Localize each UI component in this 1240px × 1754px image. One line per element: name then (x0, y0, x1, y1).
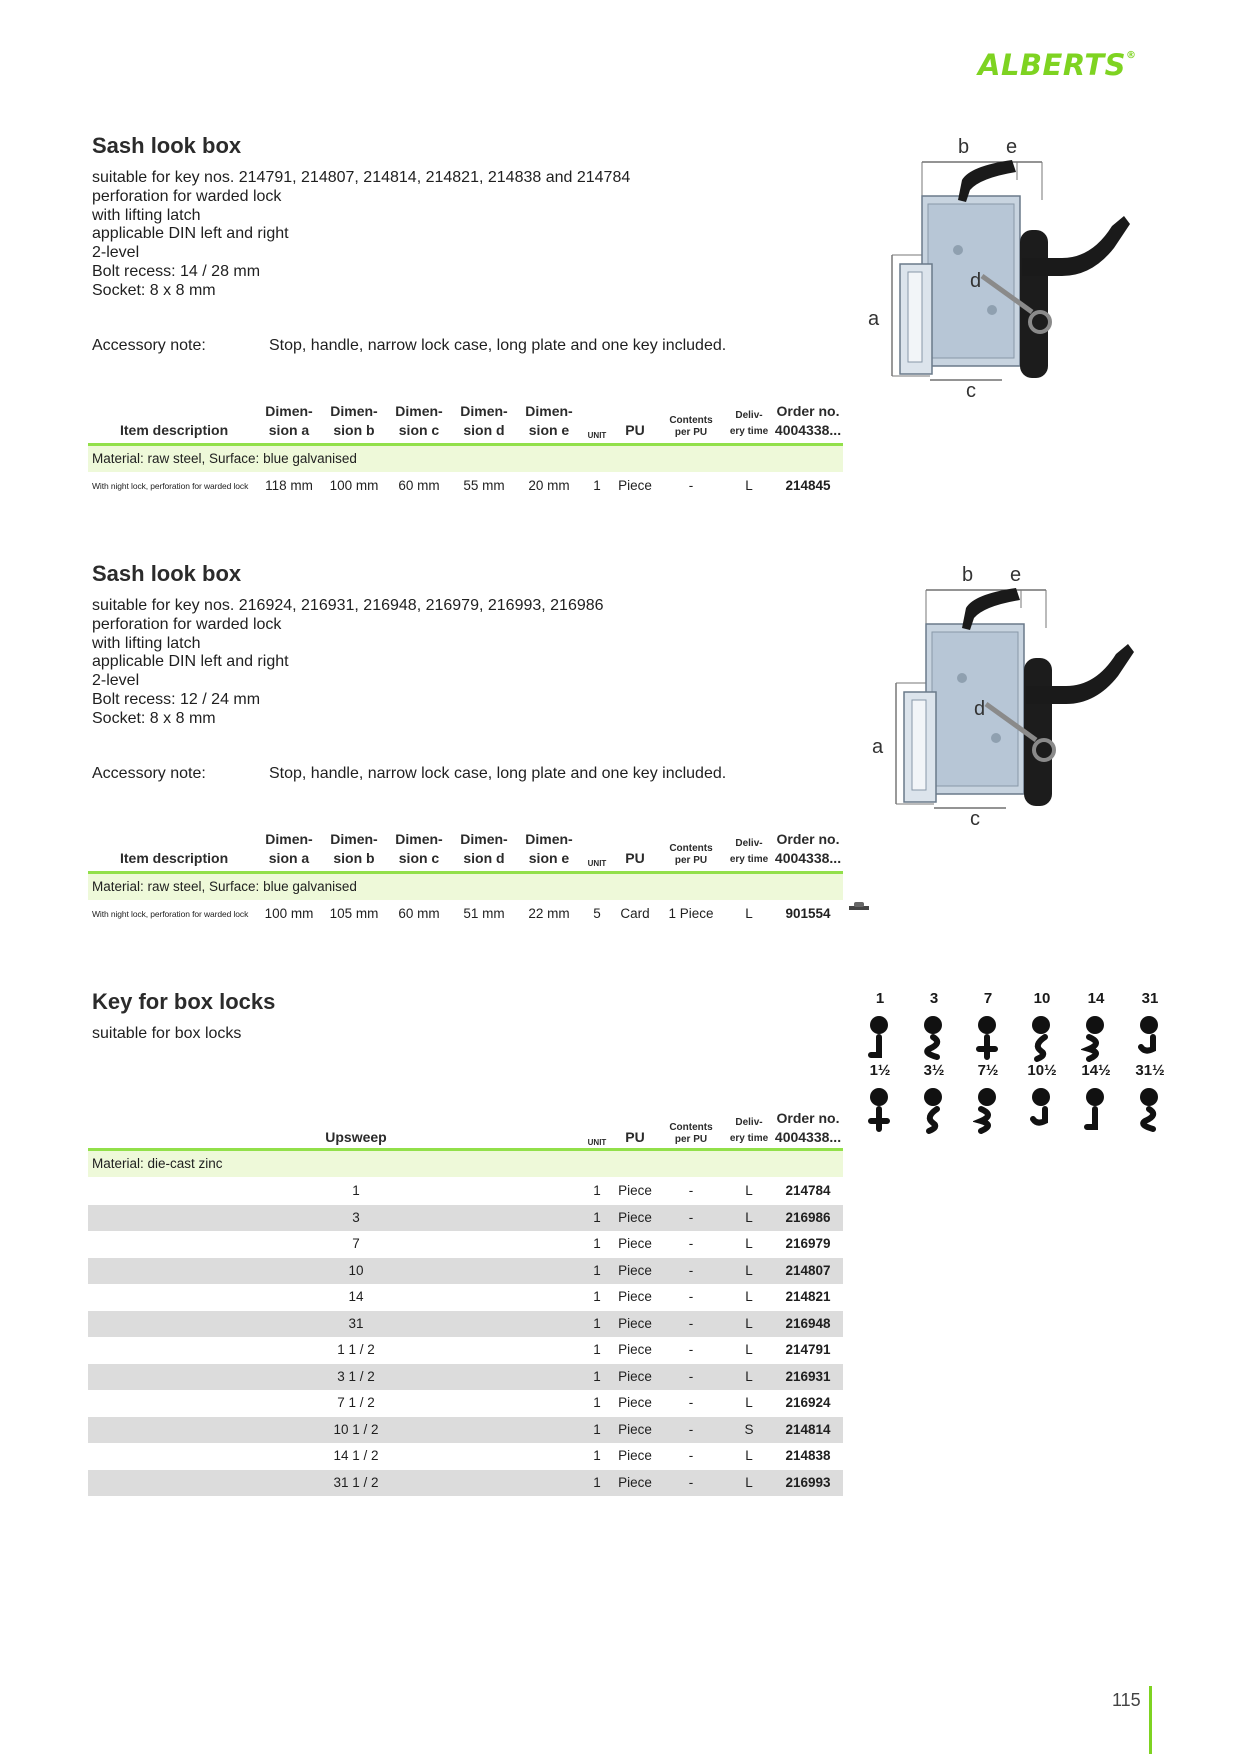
header-contents: Contents per PU (669, 1122, 713, 1145)
unit: 1 (593, 1368, 601, 1384)
table-row (88, 1258, 843, 1284)
delivery-time: L (745, 906, 753, 921)
upsweep: 3 (352, 1209, 360, 1225)
upsweep: 7 (352, 1236, 360, 1251)
contents-per-pu: 1 Piece (668, 906, 714, 921)
key-profile-chart (858, 990, 1165, 1130)
order-number[interactable]: 214791 (785, 1342, 831, 1357)
contents-per-pu: - (688, 1236, 694, 1251)
unit: 1 (593, 1421, 601, 1437)
brand-name: ALBERTS (978, 48, 1127, 82)
contents-per-pu: - (688, 1395, 694, 1410)
pu: Piece (618, 1421, 652, 1437)
delivery-time: L (745, 1395, 753, 1410)
contents-per-pu: - (688, 1209, 694, 1225)
dimension-label-e: e (1010, 564, 1022, 586)
key-profile-icon (858, 1007, 902, 1068)
table-header (88, 828, 843, 872)
header-unit: UNIT (587, 431, 607, 440)
delivery-time: L (745, 1289, 753, 1304)
header-unit: UNIT (587, 1138, 607, 1147)
unit: 1 (593, 1262, 601, 1278)
delivery-time: L (745, 478, 753, 493)
key-profile-label: 3 (929, 990, 939, 1007)
description-line: perforation for warded lock (92, 187, 282, 205)
upsweep: 31 1 / 2 (333, 1474, 379, 1490)
dimension-label-b: b (958, 136, 970, 158)
delivery-time: L (745, 1262, 753, 1278)
contents-per-pu: - (688, 1474, 694, 1490)
section-description (92, 597, 604, 729)
key-profile-icon (912, 1007, 956, 1068)
dim-c: 60 mm (398, 906, 440, 921)
description-line: with lifting latch (92, 206, 201, 224)
upsweep: 10 1 / 2 (333, 1421, 379, 1437)
unit: 1 (593, 1209, 601, 1225)
material-row: Material: raw steel, Surface: blue galvanised (88, 446, 843, 472)
table-row (88, 1417, 843, 1443)
header-dim-a: Dimen- sion a (265, 831, 313, 866)
order-number[interactable]: 214814 (785, 1421, 831, 1437)
dimension-label-e: e (1006, 136, 1018, 158)
pu: Piece (618, 1448, 652, 1463)
order-number[interactable]: 216924 (785, 1395, 831, 1410)
blister-card-icon (848, 900, 870, 914)
contents-per-pu: - (688, 1368, 694, 1384)
key-profile-icon (966, 1007, 1010, 1068)
key-profile (1128, 1062, 1172, 1140)
table-row (88, 1178, 843, 1204)
table-header (88, 1107, 843, 1151)
table-row (88, 901, 843, 927)
key-profile (966, 990, 1010, 1068)
unit: 1 (593, 1289, 601, 1304)
delivery-time: L (745, 1342, 753, 1357)
dim-e: 22 mm (528, 906, 570, 921)
order-number[interactable]: 901554 (785, 906, 831, 921)
pu: Piece (618, 1315, 652, 1331)
accessory-text: Stop, handle, narrow lock case, long plate and one key included. (269, 765, 727, 782)
delivery-time: L (745, 1236, 753, 1251)
upsweep: 10 (348, 1262, 364, 1278)
order-number[interactable]: 216993 (785, 1474, 831, 1490)
header-delivery: Deliv- ery time (729, 1117, 769, 1144)
key-profile-label: 1½ (869, 1062, 891, 1079)
table-row (88, 1205, 843, 1231)
key-profile-label: 14½ (1081, 1062, 1111, 1079)
table-header (88, 400, 843, 444)
accessory-label: Accessory note: (92, 337, 206, 354)
unit: 1 (593, 1474, 601, 1490)
table-row (88, 1364, 843, 1390)
key-profile-label: 31 (1141, 990, 1159, 1007)
key-profile (1020, 990, 1064, 1068)
delivery-time: L (745, 1315, 753, 1331)
header-dim-e: Dimen- sion e (525, 831, 573, 866)
description-line: with lifting latch (92, 634, 201, 652)
key-profile-icon (1020, 1079, 1064, 1140)
key-profile-label: 31½ (1135, 1062, 1165, 1079)
description-line: applicable DIN left and right (92, 653, 289, 671)
delivery-time: L (745, 1209, 753, 1225)
dimension-label-c: c (966, 380, 976, 402)
dimension-label-c: c (970, 808, 980, 830)
pu: Piece (618, 1342, 652, 1357)
key-profile (858, 990, 902, 1068)
delivery-time: L (745, 1474, 753, 1490)
description-line: perforation for warded lock (92, 615, 282, 633)
contents-per-pu: - (688, 1421, 694, 1437)
description-line: suitable for key nos. 214791, 214807, 214814, 214821, 214838 and 214784 (92, 169, 631, 186)
description-line: suitable for key nos. 216924, 216931, 216948, 216979, 216993, 216986 (92, 597, 604, 614)
table-row (88, 473, 843, 499)
page-number: 115 (1112, 1690, 1141, 1710)
pu: Piece (618, 1395, 652, 1410)
key-profile-label: 3½ (923, 1062, 945, 1079)
dim-a: 100 mm (264, 906, 314, 921)
key-profile-icon (858, 1079, 902, 1140)
section-description (92, 169, 630, 301)
dim-c: 60 mm (398, 478, 440, 493)
order-number[interactable]: 214838 (785, 1448, 831, 1463)
dimension-label-b: b (962, 564, 974, 586)
key-profile (1020, 1062, 1064, 1140)
section-title: Sash look box (92, 561, 242, 586)
upsweep: 31 (348, 1315, 364, 1331)
pu: Piece (618, 1209, 652, 1225)
order-number[interactable]: 216986 (785, 1209, 831, 1225)
header-unit: UNIT (587, 859, 607, 868)
header-dim-d: Dimen- sion d (460, 403, 508, 438)
key-profile (858, 1062, 902, 1140)
upsweep: 14 1 / 2 (333, 1448, 379, 1463)
dim-b: 100 mm (329, 478, 379, 493)
table-row (88, 1443, 843, 1469)
header-dim-c: Dimen- sion c (395, 831, 443, 866)
header-contents: Contents per PU (669, 415, 713, 438)
order-number[interactable]: 216948 (785, 1315, 831, 1331)
upsweep: 14 (348, 1289, 364, 1304)
header-order-no: Order no. 4004338... (774, 1110, 842, 1145)
material-row: Material: die-cast zinc (88, 1151, 843, 1177)
pu: Piece (618, 1289, 652, 1304)
order-number[interactable]: 214784 (785, 1183, 831, 1198)
header-pu: PU (625, 1129, 645, 1145)
key-profile (912, 990, 956, 1068)
item-description: With night lock, perforation for warded lock (92, 909, 249, 919)
accessory-text: Stop, handle, narrow lock case, long plate and one key included. (269, 337, 727, 354)
unit: 1 (593, 1342, 601, 1357)
pu: Piece (618, 1236, 652, 1251)
key-profile-icon (1074, 1079, 1118, 1140)
key-profile (966, 1062, 1010, 1140)
dim-b: 105 mm (329, 906, 379, 921)
description-line: Socket: 8 x 8 mm (92, 281, 216, 299)
header-item-description: Item description (120, 422, 229, 438)
header-pu: PU (625, 850, 645, 866)
key-profile-label: 10½ (1027, 1062, 1057, 1079)
order-number[interactable]: 214845 (785, 478, 831, 493)
contents-per-pu: - (688, 1448, 694, 1463)
order-number[interactable]: 216979 (785, 1236, 831, 1251)
contents-per-pu: - (688, 478, 694, 493)
header-dim-d: Dimen- sion d (460, 831, 508, 866)
header-order-no: Order no. 4004338... (774, 403, 842, 438)
unit: 5 (593, 906, 601, 921)
material-row: Material: raw steel, Surface: blue galvanised (88, 874, 843, 900)
contents-per-pu: - (688, 1315, 694, 1331)
header-upsweep: Upsweep (325, 1129, 387, 1145)
header-dim-b: Dimen- sion b (330, 831, 378, 866)
sash-lock-box-drawing (862, 136, 1162, 402)
registered-mark: ® (1126, 50, 1137, 61)
key-profile-label: 1 (875, 990, 885, 1007)
key-profile-icon (1128, 1079, 1172, 1140)
dimension-label-d: d (970, 270, 982, 292)
dimension-label-a: a (868, 308, 880, 330)
description-line: Bolt recess: 14 / 28 mm (92, 262, 261, 280)
pu: Piece (618, 478, 652, 493)
table-row (88, 1390, 843, 1416)
header-dim-e: Dimen- sion e (525, 403, 573, 438)
contents-per-pu: - (688, 1289, 694, 1304)
dim-e: 20 mm (528, 478, 570, 493)
key-profile-label: 7 (983, 990, 993, 1007)
description-line: applicable DIN left and right (92, 225, 289, 243)
table-row (88, 1284, 843, 1310)
dimension-label-a: a (872, 736, 884, 758)
brand-logo (978, 48, 1137, 82)
key-profile-icon (1074, 1007, 1118, 1068)
upsweep: 1 (352, 1183, 360, 1198)
contents-per-pu: - (688, 1183, 694, 1198)
key-profile (1074, 1062, 1118, 1140)
header-pu: PU (625, 422, 645, 438)
order-number[interactable]: 214807 (785, 1262, 831, 1278)
table-row (88, 1337, 843, 1363)
table-row (88, 1231, 843, 1257)
section-description: suitable for box locks (92, 1025, 242, 1042)
description-line: Socket: 8 x 8 mm (92, 709, 216, 727)
pu: Piece (618, 1262, 652, 1278)
dimension-label-d: d (974, 698, 986, 720)
unit: 1 (593, 1315, 601, 1331)
upsweep: 3 1 / 2 (337, 1368, 375, 1384)
sash-lock-box-drawing (866, 564, 1166, 830)
page-number-bar (1149, 1686, 1152, 1754)
key-profile-icon (912, 1079, 956, 1140)
item-description: With night lock, perforation for warded lock (92, 481, 249, 491)
dim-d: 51 mm (463, 906, 505, 921)
dim-a: 118 mm (265, 478, 313, 493)
upsweep: 1 1 / 2 (337, 1342, 375, 1357)
section-title: Key for box locks (92, 989, 276, 1014)
pu: Card (620, 906, 650, 921)
pu: Piece (618, 1183, 652, 1198)
key-profile (1128, 990, 1172, 1068)
header-item-description: Item description (120, 850, 229, 866)
contents-per-pu: - (688, 1342, 694, 1357)
key-profile-icon (966, 1079, 1010, 1140)
unit: 1 (593, 478, 601, 493)
key-profile-icon (1020, 1007, 1064, 1068)
key-profile-label: 14 (1087, 990, 1105, 1007)
accessory-label: Accessory note: (92, 765, 206, 782)
key-profile (912, 1062, 956, 1140)
description-line: 2-level (92, 244, 140, 262)
description-line: Bolt recess: 12 / 24 mm (92, 690, 261, 708)
table-row (88, 1311, 843, 1337)
order-number[interactable]: 214821 (785, 1289, 831, 1304)
header-dim-b: Dimen- sion b (330, 403, 378, 438)
contents-per-pu: - (688, 1262, 694, 1278)
delivery-time: S (744, 1421, 754, 1437)
header-dim-c: Dimen- sion c (395, 403, 443, 438)
key-profile (1074, 990, 1118, 1068)
key-profile-label: 10 (1033, 990, 1051, 1007)
pu: Piece (618, 1368, 652, 1384)
header-dim-a: Dimen- sion a (265, 403, 313, 438)
header-delivery: Deliv- ery time (729, 410, 769, 437)
unit: 1 (593, 1183, 601, 1198)
header-delivery: Deliv- ery time (729, 838, 769, 865)
order-number[interactable]: 216931 (785, 1368, 831, 1384)
dim-d: 55 mm (463, 478, 505, 493)
header-contents: Contents per PU (669, 843, 713, 866)
delivery-time: L (745, 1183, 753, 1198)
key-profile-icon (1128, 1007, 1172, 1068)
upsweep: 7 1 / 2 (337, 1395, 375, 1410)
delivery-time: L (745, 1448, 753, 1463)
section-title: Sash look box (92, 133, 242, 158)
unit: 1 (593, 1448, 601, 1463)
pu: Piece (618, 1474, 652, 1490)
header-order-no: Order no. 4004338... (774, 831, 842, 866)
delivery-time: L (745, 1368, 753, 1384)
unit: 1 (593, 1236, 601, 1251)
description-line: 2-level (92, 672, 140, 690)
table-row (88, 1470, 843, 1496)
unit: 1 (593, 1395, 601, 1410)
key-profile-label: 7½ (977, 1062, 999, 1079)
